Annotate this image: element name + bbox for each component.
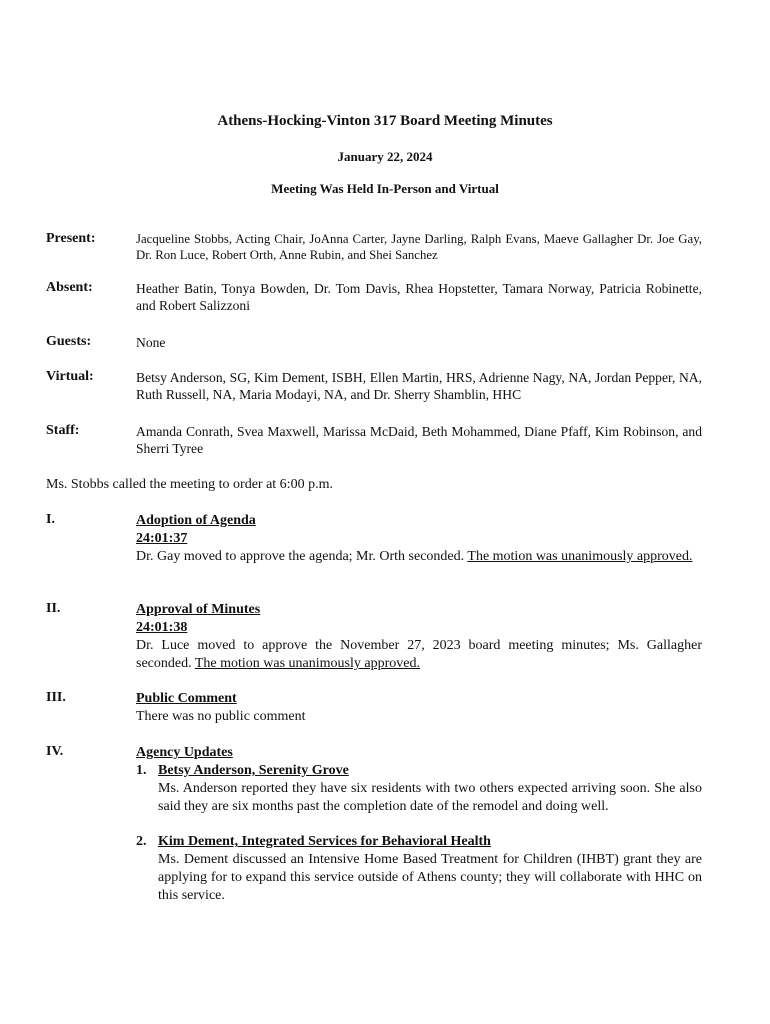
section-body: [136, 637, 702, 673]
section-heading: Public Comment: [136, 691, 237, 706]
section-timestamp: 24:01:37: [136, 531, 188, 546]
meeting-format: Meeting Was Held In-Person and Virtual: [271, 181, 499, 196]
call-to-order: Ms. Stobbs called the meeting to order at 6:00 p.m.: [46, 477, 333, 492]
section-number: I.: [46, 512, 55, 527]
section-approval-of-minutes: [136, 601, 702, 673]
item-title: Betsy Anderson, Serenity Grove: [158, 763, 349, 778]
absent-label: Absent:: [46, 280, 93, 295]
section-heading: Approval of Minutes: [136, 602, 261, 617]
list-item: [136, 833, 702, 905]
section-heading: Agency Updates: [136, 745, 233, 760]
document-title: Athens-Hocking-Vinton 317 Board Meeting Minutes: [217, 113, 553, 129]
section-timestamp: 24:01:38: [136, 620, 188, 635]
item-number: 1.: [136, 763, 147, 778]
section-text: There was no public comment: [136, 709, 306, 724]
section-agency-updates: [136, 744, 702, 762]
section-number: II.: [46, 601, 61, 616]
staff-label: Staff:: [46, 423, 80, 438]
section-text: Dr. Luce moved to approve the November 27, 2023 board meeting minutes; Ms. Gallagher seconded.: [136, 638, 702, 671]
section-number: III.: [46, 690, 66, 705]
staff-list: Amanda Conrath, Svea Maxwell, Marissa McDaid, Beth Mohammed, Diane Pfaff, Kim Robinson, and Sherri Tyree: [136, 424, 702, 456]
section-heading: Adoption of Agenda: [136, 513, 256, 528]
motion-result: The motion was unanimously approved.: [194, 656, 420, 671]
virtual-list: Betsy Anderson, SG, Kim Dement, ISBH, Ellen Martin, HRS, Adrienne Nagy, NA, Jordan Pepper, NA, Ruth Russell, NA, Maria Modayi, NA, and Dr. Sherry Shamblin, HHC: [136, 370, 702, 402]
guests-list: None: [136, 335, 166, 350]
meeting-date: January 22, 2024: [337, 149, 433, 164]
virtual-label: Virtual:: [46, 369, 94, 384]
list-item: [136, 762, 702, 816]
absent-list: Heather Batin, Tonya Bowden, Dr. Tom Davis, Rhea Hopstetter, Tamara Norway, Patricia Robinette, and Robert Salizzoni: [136, 281, 702, 313]
present-label: Present:: [46, 231, 96, 246]
item-text: Ms. Dement discussed an Intensive Home Based Treatment for Children (IHBT) grant they are applying for to expand this service outside of Athens county; they will collaborate with HHC on this service.: [158, 852, 702, 903]
section-text: Dr. Gay moved to approve the agenda; Mr. Orth seconded.: [136, 549, 468, 564]
item-title: Kim Dement, Integrated Services for Behavioral Health: [158, 834, 491, 849]
motion-result: The motion was unanimously approved.: [467, 549, 693, 564]
section-number: IV.: [46, 744, 64, 759]
section-adoption-of-agenda: [136, 512, 702, 566]
item-number: 2.: [136, 834, 147, 849]
present-list: Jacqueline Stobbs, Acting Chair, JoAnna Carter, Jayne Darling, Ralph Evans, Maeve Gallagher Dr. Joe Gay, Dr. Ron Luce, Robert Orth, Anne Rubin, and Shei Sanchez: [136, 232, 702, 262]
item-text: Ms. Anderson reported they have six residents with two others expected arriving soon. She also said they are six months past the completion date of the remodel and doing well.: [158, 781, 702, 814]
section-public-comment: [136, 690, 702, 726]
guests-label: Guests:: [46, 334, 92, 349]
section-body: [136, 548, 702, 566]
